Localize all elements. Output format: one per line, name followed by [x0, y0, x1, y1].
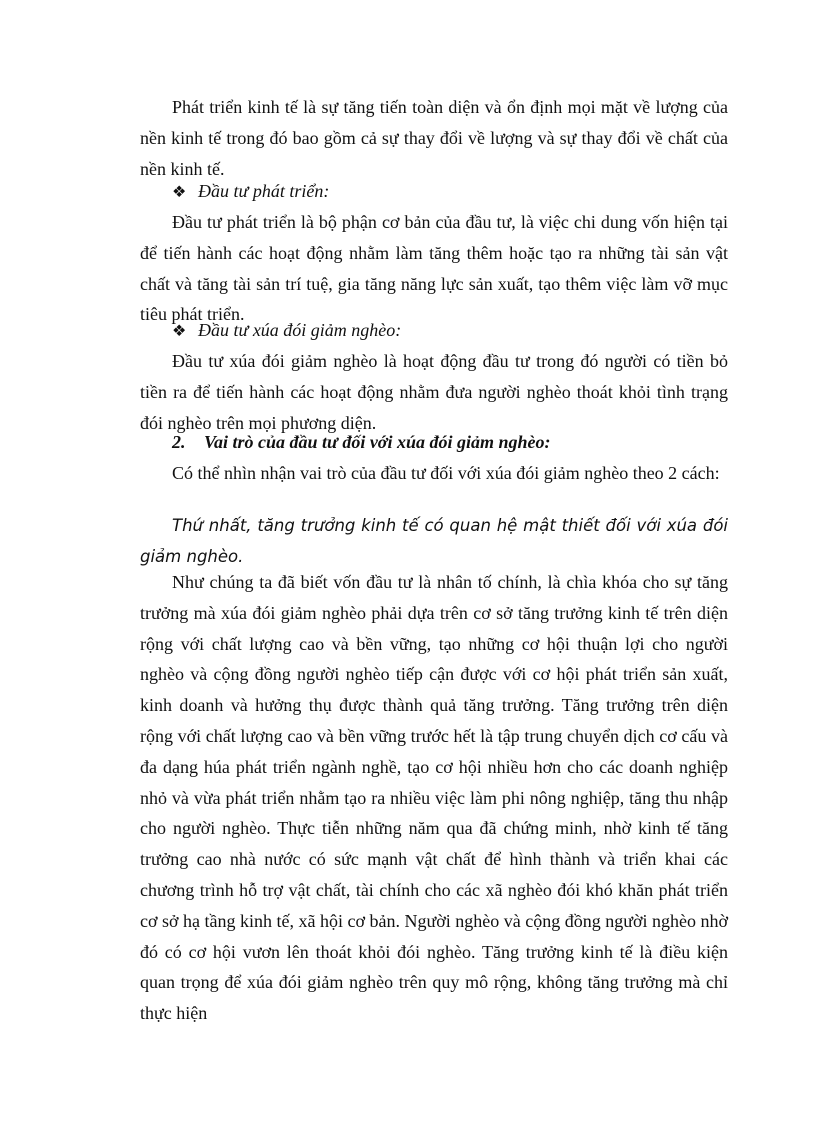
- section-number: 2.: [172, 432, 186, 452]
- subheading-development-investment: [172, 176, 329, 209]
- diamond-bullet-icon: ❖: [172, 184, 187, 201]
- paragraph-two-ways: Có thể nhìn nhận vai trò của đầu tư đối với xúa đói giảm nghèo theo 2 cách:: [172, 463, 720, 483]
- paragraph-first-point: Thứ nhất, tăng trưởng kinh tế có quan hệ mật thiết đối với xúa đói giảm nghèo.: [140, 516, 728, 566]
- paragraph-development-investment: Đầu tư phát triển là bộ phận cơ bản của đầu tư, là việc chi dung vốn hiện tại để tiến hành các hoạt động nhằm làm tăng thêm hoặc tạo ra những tài sản vật chất và tăng tài sản trí tuệ, gia tăng năng lực sản xuất, tạo thêm việc làm vỡ mục tiêu phát triển.: [140, 212, 728, 325]
- section-title: Vai trò của đầu tư đối với xúa đói giảm nghèo:: [204, 432, 551, 452]
- section-heading-role: [172, 427, 550, 458]
- paragraph-main-argument: Như chúng ta đã biết vốn đầu tư là nhân tố chính, là chìa khóa cho sự tăng trưởng mà xúa đói giảm nghèo phải dựa trên cơ sở tăng trưởng kinh tế trên diện rộng với chất lượng cao và bền vững, tạo những cơ hội thuận lợi cho người nghèo và cộng đồng người nghèo tiếp cận được với cơ hội phát triển sản xuất, kinh doanh và hưởng thụ được thành quả tăng trưởng. Tăng trưởng trên diện rộng với chất lượng cao và bền vững trước hết là tập trung chuyển dịch cơ cấu và đa dạng húa phát triển ngành nghề, tạo cơ hội nhiều hơn cho các doanh nghiệp nhỏ và vừa phát triển nhằm tạo ra nhiều việc làm phi nông nghiệp, tăng thu nhập cho người nghèo. Thực tiễn những năm qua đã chứng minh, nhờ kinh tế tăng trưởng cao nhà nước có sức mạnh vật chất để hình thành và triển khai các chương trình hỗ trợ vật chất, tài chính cho các xã nghèo đói khó khăn phát triển cơ sở hạ tầng kinh tế, xã hội cơ bản. Người nghèo và cộng đồng người nghèo nhờ đó có cơ hội vươn lên thoát khỏi đói nghèo. Tăng trưởng kinh tế là điều kiện quan trọng để xúa đói giảm nghèo trên quy mô rộng, không tăng trưởng mà chỉ thực hiện: [140, 572, 729, 1024]
- subheading-poverty-investment: [172, 315, 401, 348]
- paragraph-poverty-investment: Đầu tư xúa đói giảm nghèo là hoạt động đầu tư trong đó người có tiền bỏ tiền ra để tiến hành các hoạt động nhằm đưa người nghèo thoát khỏi tình trạng đói nghèo trên mọi phương diện.: [140, 351, 728, 433]
- paragraph-economic-development: Phát triển kinh tế là sự tăng tiến toàn diện và ổn định mọi mặt về lượng của nền kinh tế trong đó bao gồm cả sự thay đổi về lượng và sự thay đổi về chất của nền kinh tế.: [140, 97, 728, 179]
- subheading-text: Đầu tư phát triển:: [198, 181, 330, 201]
- diamond-bullet-icon: ❖: [172, 323, 187, 340]
- subheading-text: Đầu tư xúa đói giảm nghèo:: [198, 320, 402, 340]
